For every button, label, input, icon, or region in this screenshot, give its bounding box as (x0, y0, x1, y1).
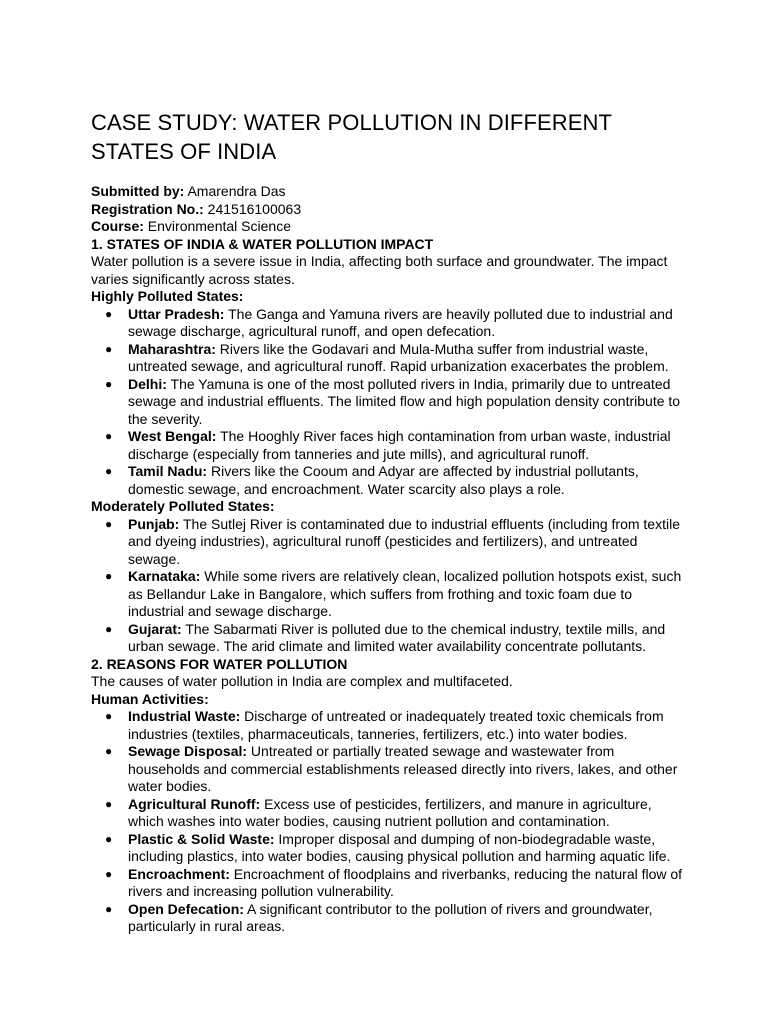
list-item-term: Agricultural Runoff: (128, 795, 261, 812)
list-item-text: A significant contributor to the pollution of rivers and groundwater, particularly in rural areas. (128, 900, 653, 934)
bullet-icon: ● (105, 516, 113, 531)
list-item-term: Karnataka: (128, 568, 201, 584)
bullet-icon: ● (105, 621, 113, 636)
list-item-text: Untreated or partially treated sewage and wastewater from households and commercial establishments released directly into rivers, lakes, and other water bodies. (128, 743, 678, 794)
meta-label: Registration No.: (91, 200, 204, 217)
section-1-intro: Water pollution is a severe issue in India, affecting both surface and groundwater. The impact varies significantly across states. (91, 253, 668, 287)
list-item-term: Industrial Waste: (128, 708, 241, 724)
list-item (91, 463, 688, 498)
list-item-text: While some rivers are relatively clean, localized pollution hotspots exist, such as Bellandur Lake in Bangalore, which suffers from frothing and toxic foam due to industrial and sewage discharge. (128, 568, 682, 619)
list-item (91, 341, 688, 376)
meta-label: Course: (91, 218, 144, 234)
list-item (91, 831, 688, 866)
list-item-term: Maharashtra: (128, 340, 216, 357)
list-item (91, 901, 688, 936)
bullet-icon: ● (105, 796, 113, 811)
list-item-text: The Sutlej River is contaminated due to industrial effluents (including from textile and dyeing industries), agricultural runoff (pesticides and fertilizers), and untreated sewage. (128, 515, 680, 567)
list-item-text: The Yamuna is one of the most polluted rivers in India, primarily due to untreated sewage and industrial effluents. The limited flow and high population density contribute to the severity. (128, 375, 681, 427)
moderately-polluted-heading: Moderately Polluted States: (91, 498, 275, 514)
moderately-polluted-list (91, 516, 688, 656)
list-item-term: Sewage Disposal: (128, 743, 248, 759)
meta-label: Submitted by: (91, 183, 185, 199)
list-item-term: Gujarat: (128, 620, 182, 637)
list-item-text: The Ganga and Yamuna rivers are heavily polluted due to industrial and sewage discharge, agricultural runoff, and open defecation. (128, 305, 673, 339)
list-item-text: The Hooghly River faces high contamination from urban waste, industrial discharge (especially from tanneries and jute mills), and agricultural runoff. (128, 428, 671, 462)
bullet-icon: ● (105, 744, 113, 758)
list-item-text: Excess use of pesticides, fertilizers, and manure in agriculture, which washes into water bodies, causing nutrient pollution and contamination. (128, 795, 652, 829)
list-item-text: The Sabarmati River is polluted due to the chemical industry, textile mills, and urban sewage. The arid climate and limited water availability concentrate pollutants. (128, 620, 666, 654)
list-item (91, 866, 688, 901)
meta-registration (91, 201, 688, 219)
list-item-term: West Bengal: (128, 428, 217, 444)
list-item (91, 306, 688, 341)
meta-value: Environmental Science (143, 218, 291, 234)
bullet-icon: ● (105, 376, 113, 391)
list-item-term: Delhi: (128, 375, 167, 392)
list-item-text: Improper disposal and dumping of non-biodegradable waste, including plastics, into water bodies, causing physical pollution and harming aquatic life. (128, 830, 671, 864)
highly-polluted-list (91, 306, 688, 499)
section-2-heading: 2. REASONS FOR WATER POLLUTION (91, 655, 348, 672)
list-item-term: Punjab: (128, 515, 180, 532)
list-item-text: Rivers like the Godavari and Mula-Mutha suffer from industrial waste, untreated sewage, and agricultural runoff. Rapid urbanization exacerbates the problem. (128, 340, 669, 374)
human-activities-list (91, 708, 688, 936)
bullet-icon: ● (105, 709, 113, 723)
human-activities-heading: Human Activities: (91, 690, 209, 707)
section-2-intro: The causes of water pollution in India are complex and multifaceted. (91, 673, 513, 689)
list-item (91, 708, 688, 743)
list-item (91, 621, 688, 656)
list-item-term: Encroachment: (128, 865, 230, 882)
bullet-icon: ● (105, 569, 113, 583)
list-item-term: Open Defecation: (128, 900, 244, 917)
list-item-text: Rivers like the Cooum and Adyar are affected by industrial pollutants, domestic sewage, and encroachment. Water scarcity also plays a role. (128, 463, 639, 497)
bullet-icon: ● (105, 464, 113, 478)
list-item-text: Discharge of untreated or inadequately treated toxic chemicals from industries (textiles, pharmaceuticals, tanneries, fertilizers, etc.) into water bodies. (128, 708, 664, 742)
list-item-text: Encroachment of floodplains and riverbanks, reducing the natural flow of rivers and increasing pollution vulnerability. (128, 865, 683, 899)
list-item (91, 796, 688, 831)
document-title: CASE STUDY: WATER POLLUTION IN DIFFERENT STATES OF INDIA (91, 110, 612, 164)
meta-block (91, 183, 688, 236)
list-item (91, 376, 688, 429)
bullet-icon: ● (105, 831, 113, 846)
list-item (91, 516, 688, 569)
meta-value: 241516100063 (203, 200, 302, 217)
bullet-icon: ● (105, 306, 113, 321)
meta-submitted-by (91, 183, 688, 201)
list-item (91, 743, 688, 796)
list-item-term: Plastic & Solid Waste: (128, 830, 275, 847)
list-item-term: Uttar Pradesh: (128, 305, 225, 322)
list-item-term: Tamil Nadu: (128, 463, 208, 479)
section-1-heading: 1. STATES OF INDIA & WATER POLLUTION IMPACT (91, 235, 434, 252)
meta-course (91, 218, 688, 236)
bullet-icon: ● (105, 866, 113, 881)
list-item (91, 568, 688, 621)
bullet-icon: ● (105, 341, 113, 356)
bullet-icon: ● (105, 429, 113, 443)
list-item (91, 428, 688, 463)
meta-value: Amarendra Das (184, 183, 286, 199)
bullet-icon: ● (105, 901, 113, 916)
highly-polluted-heading: Highly Polluted States: (91, 288, 244, 304)
